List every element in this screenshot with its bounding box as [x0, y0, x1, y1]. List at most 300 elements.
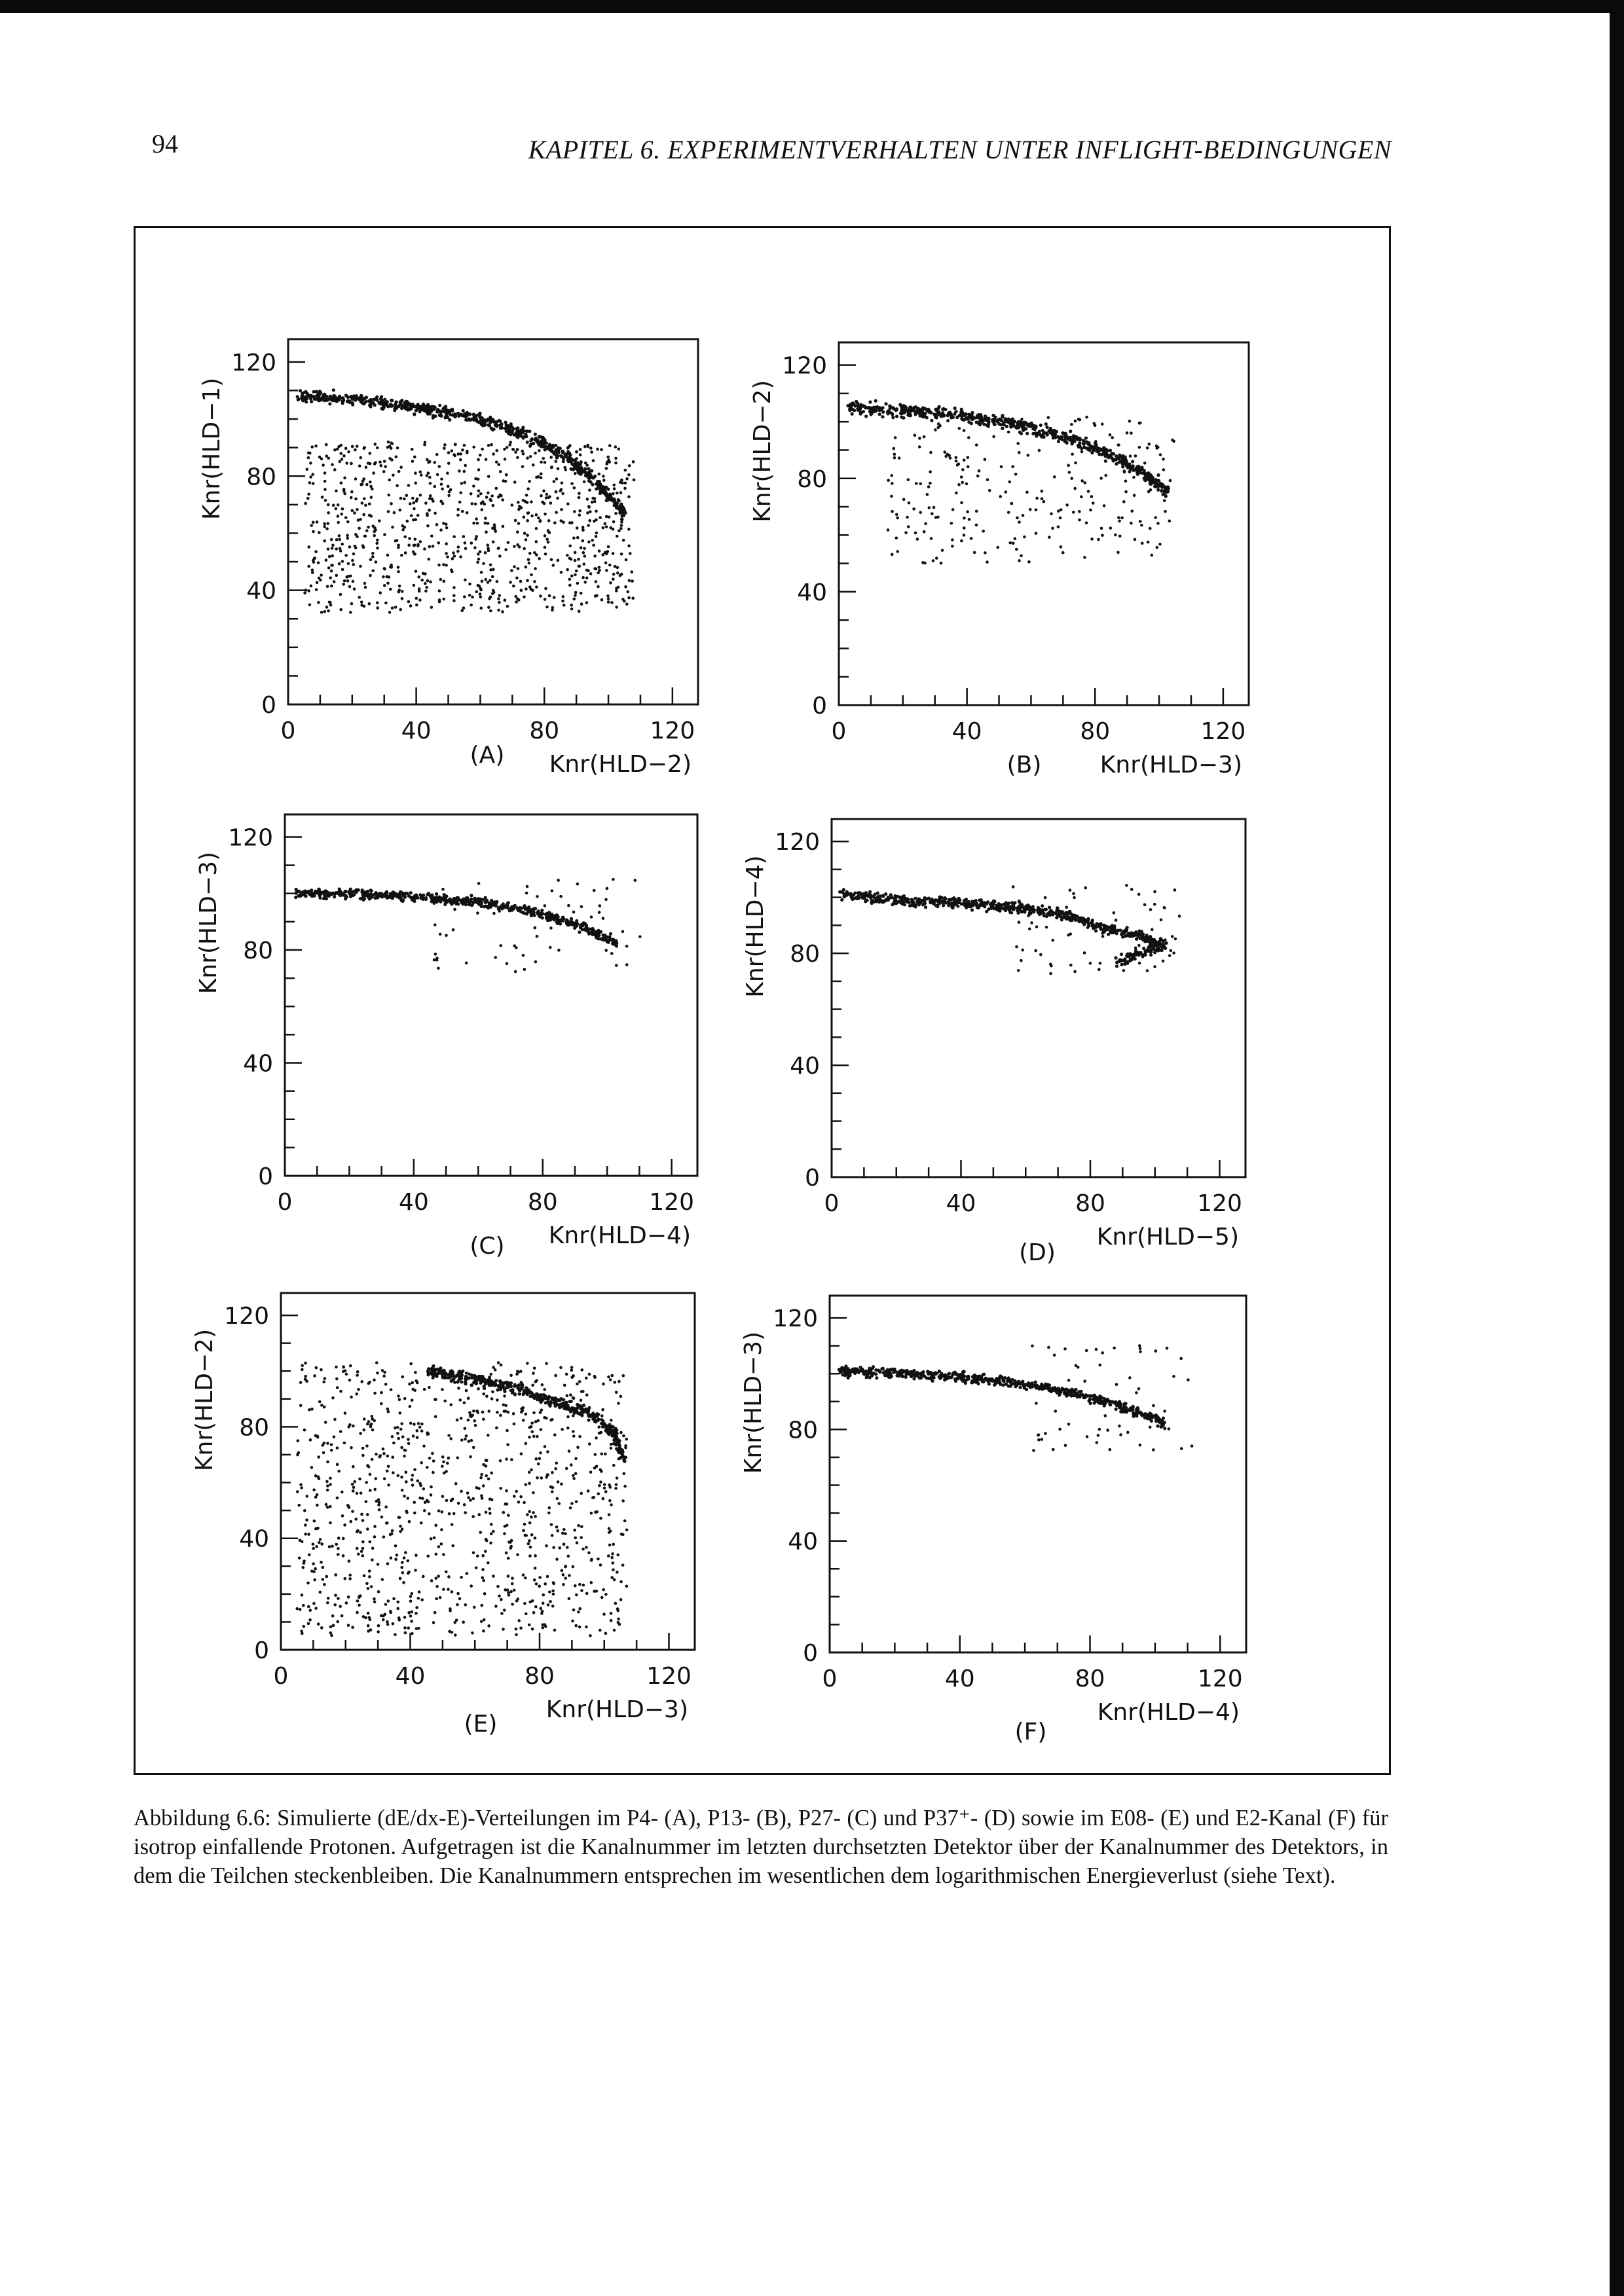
data-point	[359, 1432, 362, 1435]
data-point	[348, 1577, 352, 1580]
data-point	[557, 879, 560, 882]
data-point	[1092, 501, 1095, 505]
data-point	[615, 589, 618, 592]
band-point	[570, 923, 574, 926]
data-point	[967, 456, 970, 460]
data-point	[344, 516, 348, 519]
data-point	[312, 521, 315, 524]
data-point	[554, 1374, 557, 1377]
data-point	[357, 1553, 360, 1556]
data-point	[978, 469, 981, 473]
data-point	[415, 570, 418, 573]
data-point	[368, 1540, 371, 1544]
data-point	[380, 1402, 383, 1406]
data-point	[893, 456, 896, 460]
data-point	[464, 547, 468, 551]
data-point	[625, 558, 628, 562]
band-point	[344, 393, 348, 397]
data-point	[477, 558, 481, 561]
data-point	[331, 463, 334, 466]
data-point	[604, 1453, 607, 1456]
data-point	[432, 1471, 435, 1474]
data-point	[1025, 491, 1029, 494]
data-point	[316, 1504, 319, 1507]
band-point	[517, 433, 521, 437]
band-point	[1120, 963, 1123, 966]
data-point	[1090, 538, 1094, 541]
data-point	[426, 1554, 430, 1558]
data-point	[301, 1632, 304, 1635]
data-point	[316, 1527, 319, 1530]
data-point	[929, 451, 932, 454]
data-point	[342, 1366, 345, 1369]
x-tick-label: 0	[824, 1190, 840, 1217]
band-point	[609, 932, 612, 936]
data-point	[578, 1380, 581, 1383]
data-point	[1035, 532, 1038, 535]
data-point	[595, 580, 598, 583]
y-axis-label: Knr(HLD−4)	[742, 855, 769, 998]
data-point	[1018, 559, 1021, 562]
data-point	[469, 1455, 472, 1459]
band-point	[1156, 479, 1160, 482]
data-point	[468, 1411, 471, 1414]
band-point	[1099, 926, 1102, 930]
data-point	[1117, 516, 1120, 519]
data-point	[540, 494, 543, 498]
data-point	[401, 1489, 404, 1492]
data-point	[1012, 885, 1015, 888]
data-point	[383, 1371, 386, 1374]
band-point	[1084, 436, 1088, 439]
data-point	[479, 595, 482, 598]
data-point	[595, 509, 598, 513]
data-point	[464, 578, 467, 581]
band-point	[1126, 953, 1129, 956]
data-point	[585, 576, 589, 579]
data-point	[1073, 970, 1077, 974]
data-point	[1022, 514, 1025, 517]
data-point	[612, 577, 615, 581]
data-point	[488, 1507, 491, 1510]
band-point	[466, 411, 469, 414]
data-point	[544, 598, 547, 601]
plot-frame	[285, 814, 697, 1176]
x-axis-label: Knr(HLD−4)	[548, 1222, 691, 1249]
data-point	[525, 1534, 528, 1537]
data-point	[341, 568, 344, 572]
band-point	[523, 911, 526, 915]
data-point	[306, 468, 309, 471]
data-point	[525, 1613, 528, 1616]
data-point	[475, 517, 478, 520]
data-point	[395, 455, 398, 458]
y-tick-label: 0	[258, 1163, 273, 1190]
data-point	[526, 456, 529, 460]
band-point	[1066, 436, 1069, 439]
band-point	[1115, 462, 1118, 465]
data-point	[891, 482, 894, 485]
data-point	[373, 1488, 377, 1491]
data-point	[476, 522, 479, 525]
data-point	[434, 1576, 437, 1580]
data-point	[411, 1388, 415, 1391]
data-point	[375, 1477, 378, 1480]
data-point	[608, 1527, 611, 1530]
data-point	[406, 1559, 409, 1563]
data-point	[307, 565, 310, 568]
data-point	[497, 609, 500, 612]
data-point	[624, 469, 627, 472]
data-point	[423, 547, 426, 551]
data-point	[555, 1558, 559, 1561]
band-point	[468, 412, 471, 416]
band-point	[974, 899, 977, 902]
data-point	[525, 494, 528, 497]
data-point	[542, 457, 545, 460]
band-point	[464, 415, 468, 418]
data-point	[383, 567, 386, 570]
band-point	[957, 897, 960, 900]
data-point	[346, 579, 350, 583]
data-point	[368, 1575, 371, 1578]
data-point	[570, 604, 573, 607]
band-point	[942, 407, 945, 410]
data-point	[335, 547, 338, 551]
data-point	[481, 1554, 485, 1558]
data-point	[618, 1380, 621, 1383]
data-point	[578, 513, 581, 517]
data-point	[1011, 465, 1014, 468]
data-point	[488, 597, 491, 600]
data-point	[505, 1489, 508, 1493]
band-point	[940, 896, 944, 900]
data-point	[593, 497, 597, 500]
band-point	[1055, 430, 1058, 433]
data-point	[414, 538, 417, 541]
data-point	[416, 1436, 419, 1439]
data-point	[580, 546, 583, 549]
data-point	[507, 1594, 511, 1597]
data-point	[371, 1558, 374, 1561]
data-point	[397, 470, 401, 473]
band-point	[597, 937, 600, 940]
data-point	[397, 570, 400, 574]
data-point	[327, 503, 330, 507]
data-point	[369, 574, 372, 577]
data-point	[345, 462, 348, 465]
data-point	[520, 1452, 523, 1455]
data-point	[482, 1393, 485, 1396]
band-point	[435, 892, 438, 896]
data-point	[578, 1626, 581, 1629]
data-point	[322, 1578, 325, 1581]
data-point	[576, 536, 580, 539]
data-point	[307, 1605, 310, 1609]
data-point	[430, 606, 434, 609]
data-point	[913, 434, 917, 437]
data-point	[1139, 520, 1142, 523]
data-point	[371, 1547, 375, 1550]
band-point	[1059, 915, 1062, 919]
data-point	[1125, 884, 1128, 887]
data-point	[384, 1603, 388, 1606]
data-point	[490, 1472, 493, 1475]
data-point	[462, 606, 466, 610]
data-point	[410, 1592, 413, 1595]
data-point	[936, 515, 940, 519]
data-point	[606, 594, 610, 598]
data-point	[377, 1630, 380, 1633]
band-point	[887, 898, 890, 902]
data-point	[363, 582, 367, 585]
x-tick-label: 120	[1197, 1190, 1242, 1217]
data-point	[386, 446, 390, 449]
data-point	[434, 923, 437, 926]
data-point	[585, 1546, 588, 1549]
band-point	[1078, 917, 1081, 920]
data-point	[515, 1628, 518, 1631]
band-point	[862, 410, 865, 413]
data-point	[574, 1472, 578, 1475]
data-point	[329, 601, 332, 604]
data-point	[1007, 431, 1010, 434]
data-point	[483, 1592, 487, 1595]
band-point	[443, 410, 446, 413]
data-point	[365, 1582, 369, 1585]
data-point	[348, 1559, 351, 1563]
band-point	[534, 438, 537, 441]
data-point	[354, 448, 357, 452]
data-point	[1012, 542, 1015, 545]
running-head: KAPITEL 6. EXPERIMENTVERHALTEN UNTER INFLIGHT-BEDINGUNGEN	[528, 135, 1392, 164]
data-point	[603, 1487, 606, 1490]
data-point	[1070, 477, 1073, 480]
data-point	[528, 552, 532, 555]
band-point	[620, 518, 623, 521]
data-point	[538, 1576, 542, 1579]
data-point	[358, 596, 361, 599]
data-point	[502, 1628, 505, 1631]
data-point	[619, 527, 623, 530]
band-point	[541, 442, 544, 445]
data-point	[613, 1578, 616, 1582]
band-point	[448, 409, 451, 412]
band-point	[400, 407, 403, 410]
data-point	[1132, 476, 1135, 479]
data-point	[403, 498, 406, 501]
data-point	[517, 1619, 521, 1622]
data-point	[624, 585, 627, 589]
data-point	[937, 422, 940, 426]
band-point	[497, 907, 500, 911]
band-point	[462, 409, 465, 412]
data-point	[576, 1541, 579, 1544]
band-point	[369, 405, 372, 408]
data-point	[526, 534, 529, 537]
data-point	[517, 1501, 521, 1504]
data-point	[415, 1429, 418, 1432]
band-point	[318, 888, 321, 891]
data-point	[322, 1566, 325, 1569]
data-point	[533, 1366, 536, 1370]
data-point	[349, 1364, 352, 1368]
data-point	[585, 464, 589, 467]
band-point	[948, 898, 951, 902]
band-point	[529, 439, 532, 443]
band-point	[850, 403, 853, 407]
data-point	[595, 1436, 598, 1440]
data-point	[465, 1434, 468, 1438]
data-point	[477, 468, 481, 471]
band-point	[970, 414, 974, 418]
data-point	[471, 1631, 474, 1635]
data-point	[599, 1480, 602, 1484]
data-point	[475, 591, 478, 594]
data-point	[593, 889, 596, 892]
band-point	[1125, 934, 1128, 937]
data-point	[425, 586, 428, 589]
data-point	[598, 566, 601, 569]
data-point	[399, 465, 403, 469]
data-point	[476, 561, 479, 564]
data-point	[401, 1571, 405, 1575]
data-point	[572, 1565, 575, 1569]
band-point	[998, 909, 1001, 913]
data-point	[384, 1383, 388, 1386]
data-point	[927, 485, 931, 488]
data-point	[420, 473, 423, 477]
data-point	[311, 568, 314, 572]
band-point	[534, 433, 537, 436]
data-point	[587, 569, 590, 572]
data-point	[523, 516, 526, 519]
band-point	[876, 405, 879, 409]
data-point	[503, 1394, 506, 1398]
band-point	[1145, 934, 1148, 937]
band-point	[1102, 446, 1105, 449]
data-point	[330, 585, 333, 588]
data-point	[625, 945, 629, 948]
data-point	[329, 1626, 333, 1629]
data-point	[324, 1421, 327, 1424]
data-point	[554, 460, 557, 463]
band-point	[299, 389, 302, 392]
data-point	[350, 1396, 353, 1399]
data-point	[607, 1554, 610, 1558]
data-point	[454, 1633, 457, 1637]
data-point	[484, 551, 487, 555]
data-point	[411, 1632, 414, 1635]
data-point	[326, 1489, 329, 1492]
data-point	[378, 1501, 381, 1504]
data-point	[453, 908, 456, 911]
data-point	[1047, 416, 1050, 419]
data-point	[555, 490, 558, 494]
data-point	[599, 1468, 602, 1472]
band-point	[900, 901, 903, 904]
band-point	[918, 414, 921, 417]
data-point	[547, 529, 550, 532]
data-point	[928, 506, 931, 509]
data-point	[568, 521, 572, 524]
band-point	[556, 454, 559, 458]
data-point	[326, 1601, 329, 1605]
data-point	[1168, 519, 1172, 522]
data-point	[523, 968, 526, 971]
band-point	[351, 403, 354, 407]
data-point	[572, 598, 576, 601]
data-point	[389, 588, 392, 591]
data-point	[437, 465, 441, 468]
data-point	[999, 495, 1002, 498]
data-point	[426, 458, 429, 462]
data-point	[369, 1473, 372, 1476]
data-point	[1074, 420, 1077, 423]
plot-frame	[839, 342, 1249, 705]
data-point	[1015, 945, 1018, 949]
data-point	[534, 567, 537, 570]
data-point	[1103, 504, 1106, 507]
data-point	[479, 607, 483, 610]
data-point	[337, 503, 340, 507]
data-point	[320, 1542, 323, 1546]
data-point	[427, 471, 430, 475]
data-point	[963, 517, 966, 520]
data-point	[384, 1506, 388, 1509]
band-point	[617, 498, 620, 501]
data-point	[350, 462, 353, 465]
band-point	[1125, 464, 1128, 467]
data-point	[551, 889, 554, 892]
data-point	[566, 502, 570, 505]
data-point	[563, 1528, 566, 1531]
data-point	[313, 1578, 316, 1582]
band-point	[593, 475, 597, 478]
data-point	[1098, 968, 1101, 972]
data-point	[440, 477, 443, 481]
data-point	[305, 1518, 308, 1522]
data-point	[318, 1400, 322, 1404]
data-point	[1156, 546, 1159, 549]
data-point	[445, 522, 448, 526]
x-tick-label: 80	[525, 1663, 555, 1690]
data-point	[304, 502, 307, 505]
data-point	[576, 526, 579, 530]
data-point	[308, 603, 312, 606]
band-point	[623, 511, 627, 515]
data-point	[460, 482, 464, 485]
data-point	[354, 533, 358, 536]
data-point	[416, 514, 420, 517]
data-point	[559, 519, 563, 522]
data-point	[445, 526, 449, 530]
data-point	[552, 1546, 555, 1549]
data-point	[608, 564, 612, 567]
band-point	[1141, 953, 1144, 957]
data-point	[492, 912, 496, 915]
data-point	[564, 1576, 567, 1580]
band-point	[361, 890, 365, 894]
data-point	[582, 1584, 585, 1587]
data-point	[498, 555, 502, 558]
data-point	[359, 565, 362, 568]
data-point	[470, 541, 473, 545]
data-point	[371, 555, 375, 558]
band-point	[439, 900, 442, 903]
data-point	[396, 1607, 399, 1611]
data-point	[618, 448, 621, 451]
